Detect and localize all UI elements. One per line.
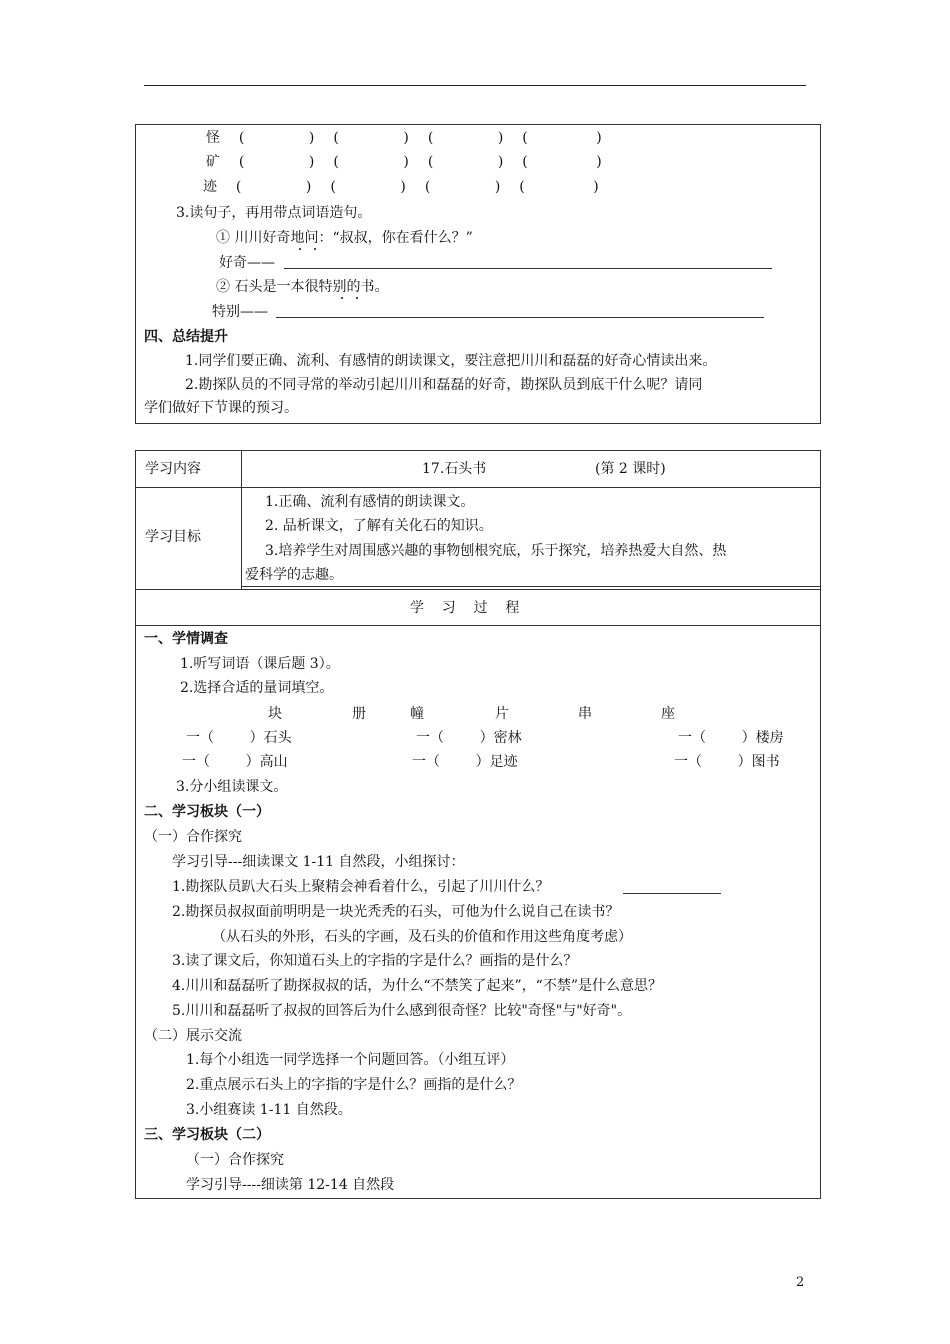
row-divider — [241, 586, 821, 587]
section-4-p1: 1.同学们要正确、流利、有感情的朗读课文，要注意把川川和磊磊的好奇心情读出来。 — [185, 353, 717, 369]
emphasis-dot — [341, 297, 343, 299]
s1-q2: 2.选择合适的量词填空。 — [180, 680, 334, 696]
s1-q1: 1.听写词语（课后题 3）。 — [180, 656, 340, 672]
char-row-1: 怪 ( ) ( ) ( ) ( ) — [206, 130, 602, 146]
emphasis-dot — [356, 297, 358, 299]
row-divider — [135, 625, 821, 626]
s2-guide: 学习引导---细读课文 1-11 自然段，小组探讨： — [172, 854, 465, 870]
measure-word: 块 — [268, 706, 282, 722]
measure-word: 幢 — [410, 706, 424, 722]
answer-line-3[interactable] — [623, 893, 721, 894]
row1-label: 学习内容 — [145, 461, 201, 477]
goal-3: 3.培养学生对周围感兴趣的事物刨根究底，乐于探究，培养热爱大自然、热 — [265, 543, 727, 559]
s2-question: 3.读了课文后，你知道石头上的字指的字是什么？画指的是什么？ — [172, 953, 578, 969]
row-divider — [135, 487, 821, 488]
sentence-2: ② 石头是一本很特别的书。 — [216, 279, 389, 295]
s3-sub1: （一）合作探究 — [186, 1152, 284, 1168]
s2-question: 4.川川和磊磊听了勘探叔叔的话，为什么“不禁笑了起来”，“不禁”是什么意思？ — [172, 978, 662, 994]
s2-show: 2.重点展示石头上的字指的字是什么？画指的是什么？ — [186, 1077, 522, 1093]
s1-q3: 3.分小组读课文。 — [176, 779, 288, 795]
section-1-title: 一、学情调查 — [144, 631, 228, 647]
lesson-period: (第 2 课时) — [595, 461, 666, 477]
section-4-p2a: 2.勘探队员的不同寻常的举动引起川川和磊磊的好奇，勘探队员到底干什么呢？请同 — [185, 377, 703, 393]
s2-sub2: （二）展示交流 — [144, 1028, 242, 1044]
char-row-2: 矿 ( ) ( ) ( ) ( ) — [206, 154, 602, 170]
s2-question: 2.勘探员叔叔面前明明是一块光秃秃的石头，可他为什么说自己在读书？ — [172, 904, 620, 920]
word-tebie: 特别—— — [212, 304, 268, 320]
goal-2: 2. 品析课文，了解有关化石的知识。 — [265, 518, 493, 534]
s2-show: 1.每个小组选一同学选择一个问题回答。（小组互评） — [186, 1052, 515, 1068]
fill-item[interactable]: 一（ ）楼房 — [678, 730, 784, 746]
s3-guide: 学习引导----细读第 12-14 自然段 — [186, 1177, 395, 1193]
answer-line-2[interactable] — [276, 317, 764, 318]
answer-line-1[interactable] — [284, 268, 772, 269]
process-header: 学 习 过 程 — [410, 600, 520, 616]
measure-word: 串 — [578, 706, 592, 722]
page-number: 2 — [796, 1275, 805, 1290]
row-divider — [135, 589, 821, 590]
fill-item[interactable]: 一（ ）石头 — [186, 730, 292, 746]
section-3-title: 三、学习板块（二） — [144, 1127, 270, 1143]
fill-item[interactable]: 一（ ）密林 — [416, 730, 522, 746]
char-row-3: 迹 ( ) ( ) ( ) ( ) — [203, 179, 599, 195]
s2-sub1: （一）合作探究 — [144, 829, 242, 845]
s2-question: 5.川川和磊磊听了叔叔的回答后为什么感到很奇怪？比较"奇怪"与"好奇"。 — [172, 1003, 632, 1019]
goal-1: 1.正确、流利有感情的朗读课文。 — [265, 494, 475, 510]
word-haoqi: 好奇—— — [219, 255, 275, 271]
section-4-p2b: 学们做好下节课的预习。 — [144, 400, 298, 416]
emphasis-dot — [299, 248, 301, 250]
measure-word: 册 — [352, 706, 366, 722]
fill-item[interactable]: 一（ ）图书 — [674, 754, 780, 770]
s2-show: 3.小组赛读 1-11 自然段。 — [186, 1102, 352, 1118]
measure-word: 片 — [495, 706, 509, 722]
row2-label: 学习目标 — [145, 529, 201, 545]
column-divider — [241, 450, 242, 589]
emphasis-dot — [314, 248, 316, 250]
goal-3-cont: 爱科学的志趣。 — [245, 567, 343, 583]
fill-item[interactable]: 一（ ）高山 — [182, 754, 288, 770]
measure-word: 座 — [661, 706, 675, 722]
sentence-1: ① 川川好奇地问：“叔叔，你在看什么？” — [216, 230, 473, 246]
s2-question: 1.勘探队员趴大石头上聚精会神看着什么，引起了川川什么？ — [172, 879, 550, 895]
section-2-title: 二、学习板块（一） — [144, 804, 270, 820]
s2-hint: （从石头的外形，石头的字画，及石头的价值和作用这些角度考虑） — [212, 929, 632, 945]
section-4-title: 四、总结提升 — [144, 329, 228, 345]
question-3: 3.读句子，再用带点词语造句。 — [176, 205, 372, 221]
fill-item[interactable]: 一（ ）足迹 — [412, 754, 518, 770]
lesson-title: 17.石头书 — [422, 461, 487, 477]
header-rule — [144, 85, 806, 86]
